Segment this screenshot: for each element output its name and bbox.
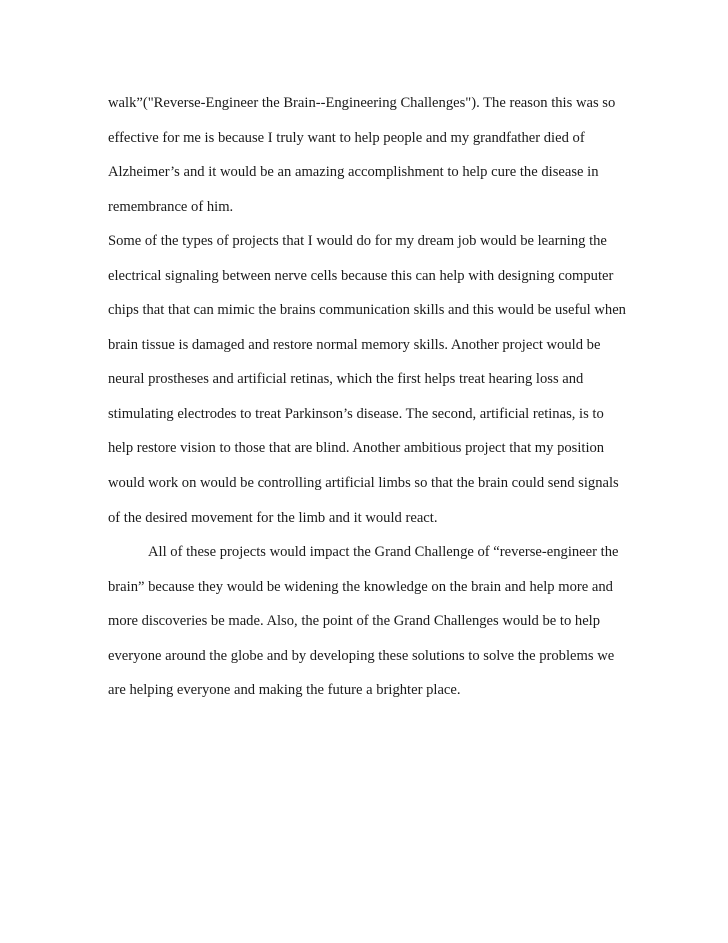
text-line: remembrance of him.	[108, 198, 234, 215]
text-line: everyone around the globe and by developing these solutions to solve the problems we	[108, 647, 615, 664]
text-line: Some of the types of projects that I would do for my dream job would be learning the	[108, 233, 607, 250]
text-line: would work on would be controlling artificial limbs so that the brain could send signals	[108, 475, 619, 492]
text-line: walk”("Reverse-Engineer the Brain--Engineering Challenges"). The reason this was so	[108, 95, 616, 111]
text-line: brain tissue is damaged and restore normal memory skills. Another project would be	[108, 336, 601, 353]
text-line: of the desired movement for the limb and it would react.	[108, 509, 438, 526]
text-line: effective for me is because I truly want to help people and my grandfather died of	[108, 129, 585, 146]
text-line: more discoveries be made. Also, the point of the Grand Challenges would be to help	[108, 613, 601, 630]
text-line: Alzheimer’s and it would be an amazing accomplishment to help cure the disease in	[108, 164, 599, 181]
text-line: All of these projects would impact the Grand Challenge of “reverse-engineer the	[148, 544, 619, 561]
text-line: stimulating electrodes to treat Parkinson’s disease. The second, artificial retinas, is to	[108, 405, 604, 422]
text-line: neural prostheses and artificial retinas, which the first helps treat hearing loss and	[108, 371, 584, 388]
text-line: help restore vision to those that are blind. Another ambitious project that my position	[108, 440, 605, 457]
body-text	[108, 86, 628, 708]
text-line: electrical signaling between nerve cells because this can help with designing computer	[108, 267, 614, 284]
text-line: brain” because they would be widening the knowledge on the brain and help more and	[108, 578, 613, 595]
text-line: are helping everyone and making the future a brighter place.	[108, 682, 461, 699]
text-line: chips that that can mimic the brains communication skills and this would be useful when	[108, 302, 626, 319]
